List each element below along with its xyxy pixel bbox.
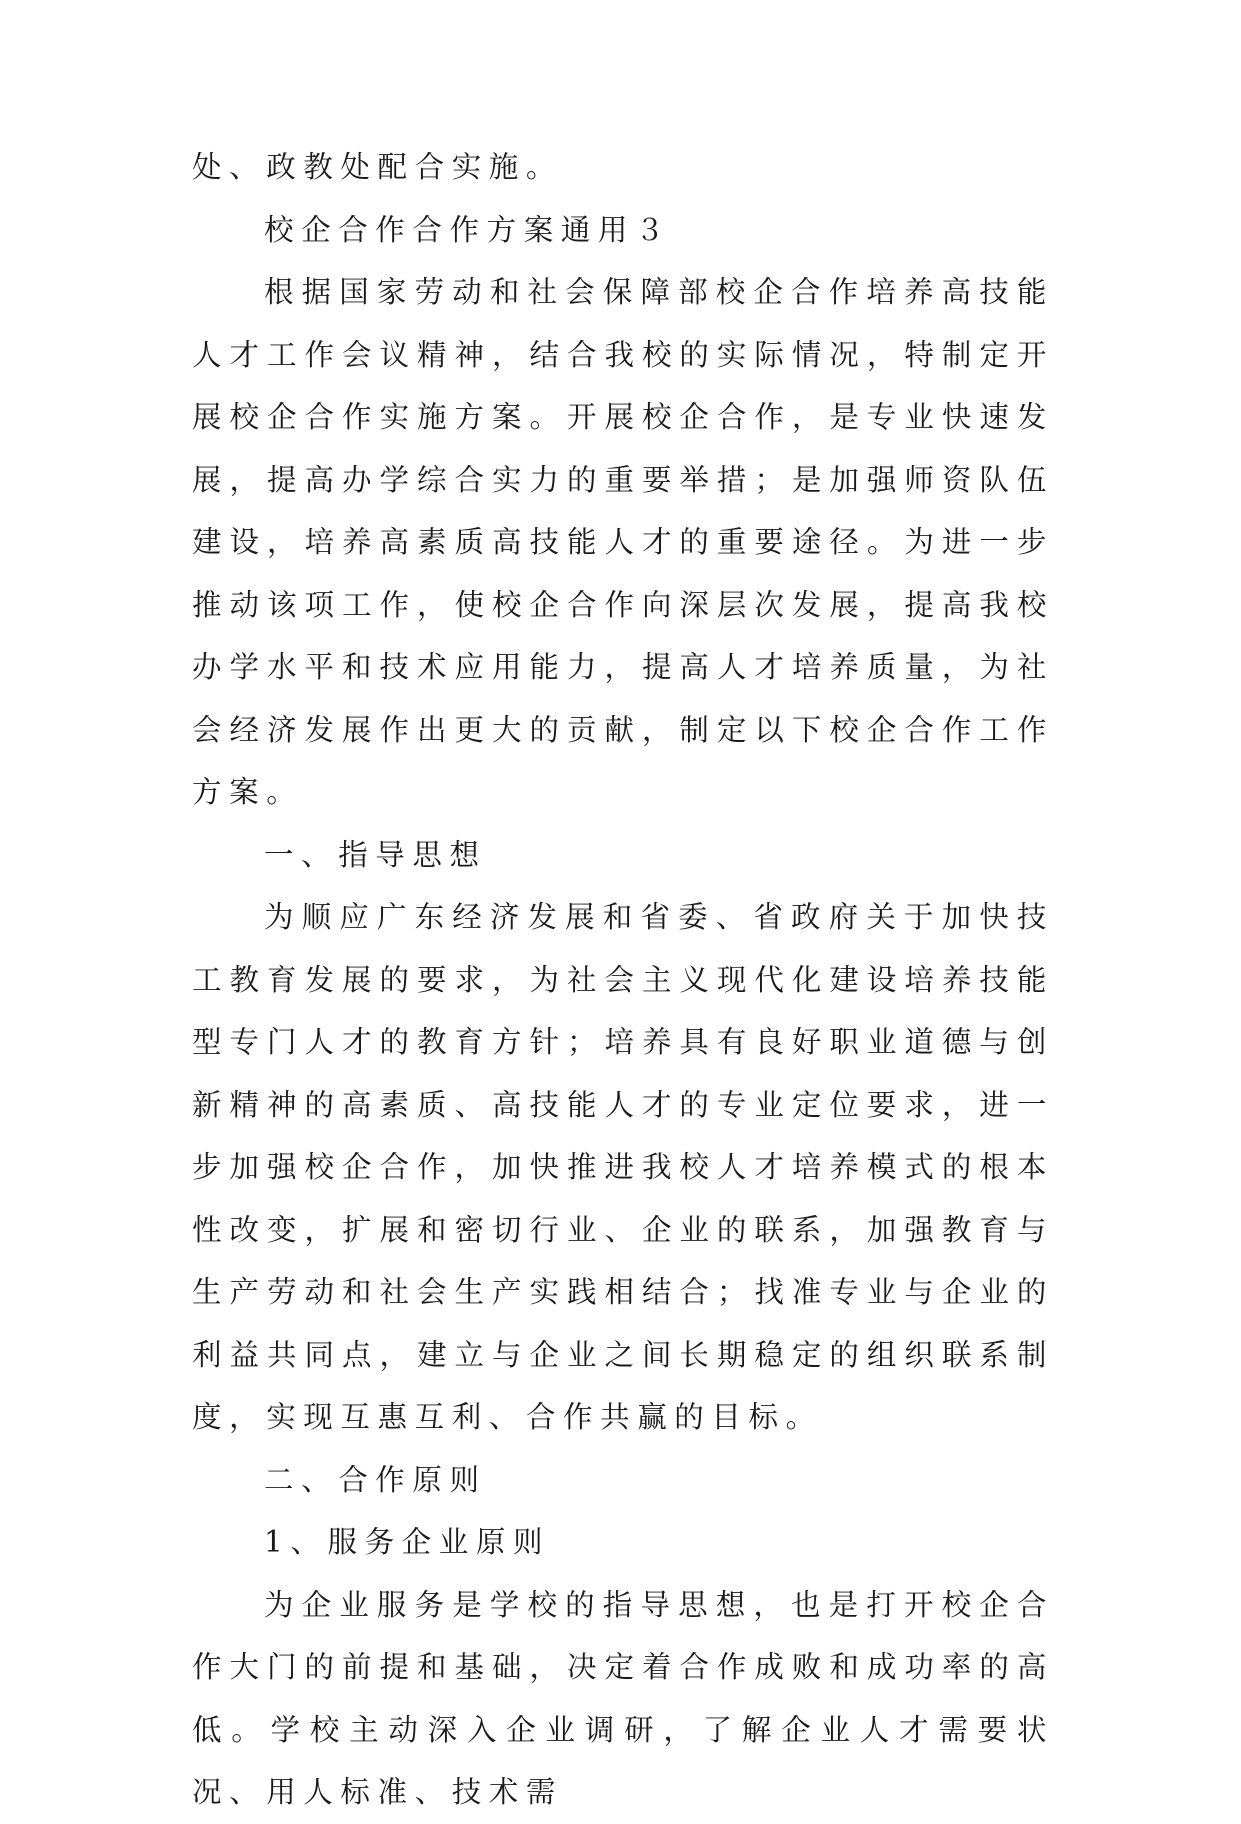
paragraph-continuation: 处、政教处配合实施。 bbox=[192, 150, 564, 184]
document-page bbox=[192, 136, 1054, 1824]
heading-cooperation-principles: 二、合作原则 bbox=[264, 1462, 487, 1497]
heading-guiding-ideology: 一、指导思想 bbox=[264, 837, 487, 872]
paragraph-serve-enterprise: 为企业服务是学校的指导思想，也是打开校企合作大门的前提和基础，决定着合作成败和成功率的高低。学校主动深入企业调研，了解企业人才需要状况、用人标准、技术需 bbox=[192, 1587, 1054, 1809]
paragraph-intro: 根据国家劳动和社会保障部校企合作培养高技能人才工作会议精神，结合我校的实际情况，特制定开展校企合作实施方案。开展校企合作，是专业快速发展，提高办学综合实力的重要举措；是加强师资队伍建设，培养高素质高技能人才的重要途径。为进一步推动该项工作，使校企合作向深层次发展，提高我校办学水平和技术应用能力，提高人才培养质量，为社会经济发展作出更大的贡献，制定以下校企合作工作方案。 bbox=[192, 275, 1054, 809]
subheading-serve-enterprise: 1、服务企业原则 bbox=[264, 1525, 551, 1559]
section-title: 校企合作合作方案通用３ bbox=[264, 212, 673, 247]
paragraph-guiding-ideology: 为顺应广东经济发展和省委、省政府关于加快技工教育发展的要求，为社会主义现代化建设培养技能型专门人才的教育方针；培养具有良好职业道德与创新精神的高素质、高技能人才的专业定位要求，进一步加强校企合作，加快推进我校人才培养模式的根本性改变，扩展和密切行业、企业的联系，加强教育与生产劳动和社会生产实践相结合；找准专业与企业的利益共同点，建立与企业之间长期稳定的组织联系制度，实现互惠互利、合作共赢的目标。 bbox=[192, 900, 1054, 1434]
